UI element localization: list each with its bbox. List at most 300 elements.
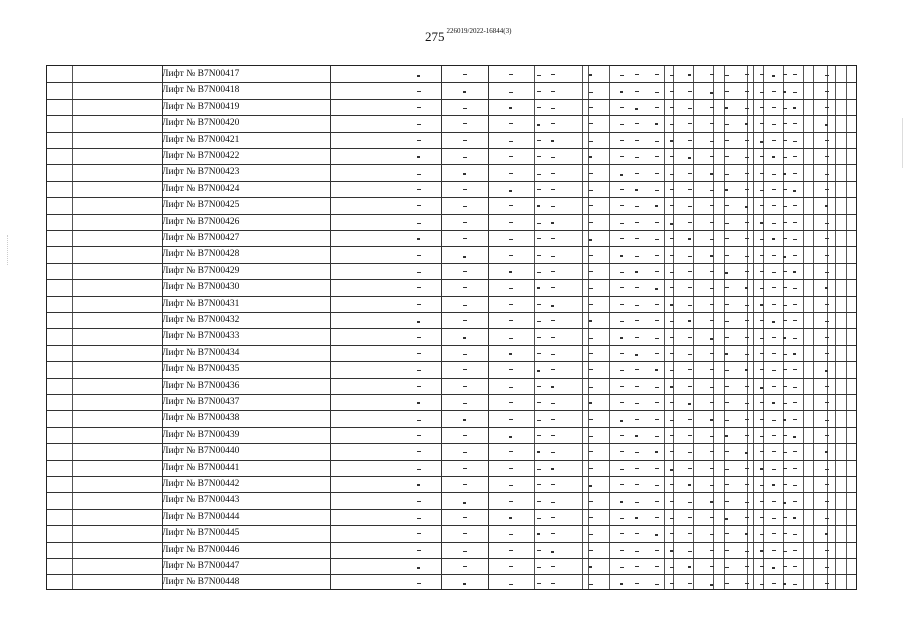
table-row: [47, 164, 858, 180]
table-row: [47, 443, 858, 459]
empty-cell-mark: [783, 484, 787, 485]
empty-cell-mark: [783, 369, 787, 370]
empty-cell-mark: [793, 320, 797, 321]
empty-cell-mark: [793, 338, 797, 339]
empty-cell-mark: [825, 272, 829, 273]
empty-cell-mark: [793, 123, 797, 124]
empty-cell-mark: [745, 419, 749, 420]
empty-cell-mark: [793, 271, 796, 273]
empty-cell-mark: [760, 451, 764, 452]
empty-cell-mark: [509, 288, 513, 289]
empty-cell-mark: [793, 387, 797, 388]
empty-cell-mark: [589, 304, 593, 305]
empty-cell-mark: [825, 484, 829, 485]
empty-cell-mark: [589, 566, 592, 568]
empty-cell-mark: [688, 484, 691, 486]
empty-cell-mark: [670, 420, 674, 421]
empty-cell-mark: [551, 140, 554, 142]
empty-cell-mark: [825, 435, 829, 436]
empty-cell-mark: [710, 107, 714, 108]
empty-cell-mark: [725, 174, 729, 175]
empty-cell-mark: [725, 533, 729, 534]
empty-cell-mark: [772, 75, 775, 77]
empty-cell-mark: [745, 157, 749, 158]
empty-cell-mark: [551, 173, 555, 174]
empty-cell-mark: [793, 107, 796, 109]
table-row: [47, 181, 858, 197]
empty-cell-mark: [589, 320, 592, 322]
empty-cell-mark: [688, 369, 692, 370]
empty-cell-mark: [793, 222, 797, 223]
empty-cell-mark: [463, 222, 467, 223]
empty-cell-mark: [793, 173, 797, 174]
empty-cell-mark: [620, 238, 624, 239]
empty-cell-mark: [417, 189, 421, 190]
empty-cell-mark: [688, 403, 691, 405]
empty-cell-mark: [825, 189, 829, 190]
empty-cell-mark: [655, 517, 659, 518]
elevator-label: Лифт № В7N00446: [162, 544, 240, 555]
empty-cell-mark: [745, 238, 749, 239]
empty-cell-mark: [655, 485, 659, 486]
table-row: [47, 558, 858, 574]
empty-cell-mark: [710, 584, 713, 586]
empty-cell-mark: [670, 583, 674, 584]
empty-cell-mark: [793, 534, 797, 535]
table-row: [47, 476, 858, 492]
empty-cell-mark: [793, 369, 797, 370]
elevator-label: Лифт № В7N00421: [162, 134, 240, 145]
empty-cell-mark: [760, 288, 764, 289]
empty-cell-mark: [635, 173, 639, 174]
empty-cell-mark: [417, 174, 421, 175]
empty-cell-mark: [620, 518, 624, 519]
empty-cell-mark: [635, 369, 639, 370]
empty-cell-mark: [710, 485, 714, 486]
empty-cell-mark: [783, 502, 786, 504]
empty-cell-mark: [589, 239, 592, 241]
empty-cell-mark: [670, 518, 674, 519]
empty-cell-mark: [655, 550, 659, 551]
empty-cell-mark: [417, 124, 421, 125]
empty-cell-mark: [825, 501, 829, 502]
empty-cell-mark: [509, 74, 513, 75]
empty-cell-mark: [710, 255, 713, 257]
empty-cell-mark: [537, 189, 541, 190]
table-row: [47, 66, 858, 82]
empty-cell-mark: [745, 502, 749, 503]
empty-cell-mark: [793, 566, 797, 567]
elevator-label: Лифт № В7N00432: [162, 315, 240, 325]
empty-cell-mark: [760, 369, 764, 370]
empty-cell-mark: [783, 222, 787, 223]
empty-cell-mark: [725, 501, 729, 502]
empty-cell-mark: [688, 337, 692, 338]
empty-cell-mark: [620, 550, 624, 551]
empty-cell-mark: [793, 485, 797, 486]
empty-cell-mark: [537, 91, 541, 92]
empty-cell-mark: [760, 304, 763, 306]
empty-cell-mark: [725, 107, 728, 109]
empty-cell-mark: [655, 74, 659, 75]
table-row: [47, 197, 858, 213]
empty-cell-mark: [551, 468, 554, 470]
empty-cell-mark: [417, 451, 421, 452]
empty-cell-mark: [670, 156, 674, 157]
empty-cell-mark: [589, 353, 593, 354]
elevator-label: Лифт № В7N00427: [162, 233, 240, 243]
empty-cell-mark: [463, 583, 466, 585]
empty-cell-mark: [783, 435, 787, 436]
empty-cell-mark: [772, 353, 776, 354]
empty-cell-mark: [793, 304, 797, 305]
empty-cell-mark: [655, 584, 659, 585]
empty-cell-mark: [760, 353, 764, 354]
empty-cell-mark: [635, 403, 639, 404]
empty-cell-mark: [825, 533, 828, 535]
empty-cell-mark: [688, 123, 692, 124]
empty-cell-mark: [551, 435, 555, 436]
table-row: [47, 525, 858, 541]
empty-cell-mark: [551, 108, 555, 109]
empty-cell-mark: [688, 419, 692, 420]
empty-cell-mark: [417, 484, 420, 486]
empty-cell-mark: [760, 468, 763, 470]
empty-cell-mark: [725, 567, 729, 568]
empty-cell-mark: [783, 123, 787, 124]
empty-cell-mark: [635, 222, 639, 223]
empty-cell-mark: [509, 123, 513, 124]
empty-cell-mark: [589, 451, 593, 452]
empty-cell-mark: [463, 108, 467, 109]
empty-cell-mark: [589, 190, 593, 191]
empty-cell-mark: [551, 484, 555, 485]
empty-cell-mark: [783, 91, 786, 93]
empty-cell-mark: [783, 305, 787, 306]
empty-cell-mark: [620, 402, 624, 403]
table-row: [47, 99, 858, 115]
empty-cell-mark: [463, 173, 466, 175]
empty-cell-mark: [635, 583, 639, 584]
empty-cell-mark: [745, 386, 749, 387]
empty-cell-mark: [825, 238, 829, 239]
table-row: [47, 214, 858, 230]
empty-cell-mark: [463, 435, 467, 436]
elevator-label: Лифт № В7N00445: [162, 528, 240, 539]
empty-cell-mark: [745, 484, 749, 485]
empty-cell-mark: [793, 190, 796, 192]
empty-cell-mark: [760, 550, 763, 552]
empty-cell-mark: [655, 205, 658, 207]
empty-cell-mark: [670, 205, 674, 206]
empty-cell-mark: [772, 272, 776, 273]
empty-cell-mark: [688, 74, 691, 76]
empty-cell-mark: [688, 238, 691, 240]
empty-cell-mark: [417, 435, 421, 436]
empty-cell-mark: [688, 551, 692, 552]
empty-cell-mark: [725, 189, 728, 191]
empty-cell-mark: [745, 320, 749, 321]
empty-cell-mark: [670, 304, 673, 306]
empty-cell-mark: [710, 419, 713, 421]
empty-cell-mark: [509, 141, 513, 142]
empty-cell-mark: [417, 321, 420, 323]
empty-cell-mark: [537, 370, 540, 372]
empty-cell-mark: [417, 238, 420, 240]
empty-cell-mark: [463, 271, 467, 272]
empty-cell-mark: [463, 533, 467, 534]
empty-cell-mark: [589, 156, 592, 158]
page-number: 275: [425, 29, 445, 44]
elevator-label: Лифт № В7N00433: [162, 331, 240, 342]
empty-cell-mark: [635, 256, 639, 257]
empty-cell-mark: [509, 156, 513, 157]
table-row: [47, 542, 858, 558]
empty-cell-mark: [760, 255, 764, 256]
empty-cell-mark: [670, 469, 673, 471]
empty-cell-mark: [710, 288, 714, 289]
empty-cell-mark: [670, 189, 674, 190]
empty-cell-mark: [417, 550, 421, 551]
empty-cell-mark: [760, 107, 764, 108]
empty-cell-mark: [760, 320, 764, 321]
scan-artifact: [7, 235, 9, 265]
empty-cell-mark: [620, 205, 624, 206]
empty-cell-mark: [463, 502, 466, 504]
empty-cell-mark: [825, 223, 829, 224]
empty-cell-mark: [537, 518, 541, 519]
empty-cell-mark: [589, 369, 593, 370]
empty-cell-mark: [688, 108, 692, 109]
empty-cell-mark: [793, 501, 797, 502]
empty-cell-mark: [710, 304, 714, 305]
empty-cell-mark: [745, 123, 748, 125]
empty-cell-mark: [760, 141, 763, 143]
empty-cell-mark: [725, 353, 728, 355]
empty-cell-mark: [772, 107, 776, 108]
empty-cell-mark: [509, 304, 513, 305]
empty-cell-mark: [655, 141, 659, 142]
empty-cell-mark: [688, 435, 692, 436]
empty-cell-mark: [620, 91, 623, 93]
empty-cell-mark: [551, 337, 555, 338]
empty-cell-mark: [783, 452, 787, 453]
empty-cell-mark: [509, 239, 513, 240]
empty-cell-mark: [589, 419, 593, 420]
empty-cell-mark: [537, 337, 541, 338]
empty-cell-mark: [783, 238, 787, 239]
empty-cell-mark: [760, 517, 764, 518]
empty-cell-mark: [620, 124, 624, 125]
empty-cell-mark: [688, 222, 692, 223]
empty-cell-mark: [825, 420, 829, 421]
elevator-label: Лифт № В7N00418: [162, 85, 240, 96]
empty-cell-mark: [635, 157, 639, 158]
empty-cell-mark: [537, 238, 541, 239]
empty-cell-mark: [509, 205, 513, 206]
empty-cell-mark: [463, 206, 467, 207]
empty-cell-mark: [635, 468, 639, 469]
empty-cell-mark: [463, 305, 467, 306]
empty-cell-mark: [688, 287, 692, 288]
empty-cell-mark: [670, 435, 674, 436]
empty-cell-mark: [783, 337, 786, 339]
elevator-label: Лифт № В7N00429: [162, 265, 240, 276]
empty-cell-mark: [825, 353, 829, 354]
empty-cell-mark: [537, 124, 540, 126]
empty-cell-mark: [417, 518, 421, 519]
empty-cell-mark: [760, 239, 764, 240]
empty-cell-mark: [825, 304, 829, 305]
empty-cell-mark: [635, 189, 638, 191]
empty-cell-mark: [725, 583, 729, 584]
empty-cell-mark: [655, 451, 658, 453]
empty-cell-mark: [670, 75, 674, 76]
empty-cell-mark: [509, 485, 513, 486]
empty-cell-mark: [537, 304, 541, 305]
empty-cell-mark: [760, 123, 764, 124]
empty-cell-mark: [509, 501, 513, 502]
empty-cell-mark: [551, 271, 555, 272]
empty-cell-mark: [688, 502, 692, 503]
empty-cell-mark: [620, 353, 624, 354]
empty-cell-mark: [417, 205, 421, 206]
empty-cell-mark: [825, 583, 829, 584]
empty-cell-mark: [772, 189, 776, 190]
empty-cell-mark: [509, 255, 513, 256]
empty-cell-mark: [509, 517, 512, 519]
elevator-table: [46, 65, 857, 590]
empty-cell-mark: [620, 533, 624, 534]
empty-cell-mark: [635, 386, 639, 387]
empty-cell-mark: [620, 583, 623, 585]
empty-cell-mark: [760, 566, 764, 567]
empty-cell-mark: [688, 386, 692, 387]
empty-cell-mark: [745, 222, 749, 223]
elevator-label: Лифт № В7N00423: [162, 167, 240, 178]
empty-cell-mark: [537, 156, 541, 157]
empty-cell-mark: [772, 484, 775, 486]
empty-cell-mark: [688, 533, 692, 534]
empty-cell-mark: [537, 420, 541, 421]
empty-cell-mark: [783, 419, 786, 421]
empty-cell-mark: [793, 141, 797, 142]
empty-cell-mark: [670, 321, 674, 322]
empty-cell-mark: [710, 436, 714, 437]
table-row: [47, 378, 858, 394]
empty-cell-mark: [825, 156, 829, 157]
empty-cell-mark: [635, 238, 639, 239]
empty-cell-mark: [783, 173, 786, 175]
empty-cell-mark: [537, 402, 541, 403]
empty-cell-mark: [670, 287, 674, 288]
empty-cell-mark: [417, 337, 421, 338]
empty-cell-mark: [688, 256, 692, 257]
empty-cell-mark: [745, 91, 749, 92]
empty-cell-mark: [670, 533, 674, 534]
empty-cell-mark: [417, 386, 421, 387]
empty-cell-mark: [463, 157, 467, 158]
empty-cell-mark: [725, 550, 729, 551]
empty-cell-mark: [710, 468, 714, 469]
empty-cell-mark: [509, 534, 513, 535]
empty-cell-mark: [463, 386, 467, 387]
empty-cell-mark: [551, 123, 555, 124]
empty-cell-mark: [551, 354, 555, 355]
empty-cell-mark: [620, 174, 623, 176]
empty-cell-mark: [537, 75, 541, 76]
empty-cell-mark: [655, 156, 659, 157]
table-row: [47, 263, 858, 279]
empty-cell-mark: [551, 533, 555, 534]
empty-cell-mark: [670, 370, 674, 371]
empty-cell-mark: [825, 124, 828, 126]
table-row: [47, 115, 858, 131]
empty-cell-mark: [793, 205, 797, 206]
elevator-label: Лифт № В7N00434: [162, 347, 240, 358]
empty-cell-mark: [760, 74, 764, 75]
empty-cell-mark: [655, 288, 658, 290]
elevator-label: Лифт № В7N00420: [162, 118, 240, 129]
empty-cell-mark: [537, 223, 541, 224]
empty-cell-mark: [635, 551, 639, 552]
empty-cell-mark: [783, 256, 786, 258]
empty-cell-mark: [620, 272, 624, 273]
elevator-label: Лифт № В7N00443: [162, 495, 240, 506]
empty-cell-mark: [635, 206, 639, 207]
empty-cell-mark: [417, 75, 420, 77]
empty-cell-mark: [760, 271, 764, 272]
empty-cell-mark: [760, 173, 764, 174]
empty-cell-mark: [620, 386, 624, 387]
empty-cell-mark: [725, 91, 729, 92]
empty-cell-mark: [688, 583, 692, 584]
empty-cell-mark: [793, 255, 797, 256]
empty-cell-mark: [793, 156, 797, 157]
empty-cell-mark: [417, 272, 421, 273]
empty-cell-mark: [417, 156, 420, 158]
empty-cell-mark: [417, 501, 421, 502]
empty-cell-mark: [655, 190, 659, 191]
empty-cell-mark: [537, 567, 541, 568]
empty-cell-mark: [551, 91, 555, 92]
empty-cell-mark: [655, 369, 658, 371]
empty-cell-mark: [745, 533, 748, 535]
empty-cell-mark: [589, 222, 593, 223]
table-row: [47, 312, 858, 328]
empty-cell-mark: [745, 256, 749, 257]
document-reference: 226019/2022-16844(3): [446, 27, 512, 35]
empty-cell-mark: [655, 173, 659, 174]
empty-cell-mark: [710, 501, 713, 503]
empty-cell-mark: [551, 583, 555, 584]
empty-cell-mark: [760, 402, 764, 403]
empty-cell-mark: [417, 583, 421, 584]
empty-cell-mark: [725, 287, 729, 288]
empty-cell-mark: [463, 337, 466, 339]
empty-cell-mark: [537, 140, 541, 141]
empty-cell-mark: [655, 353, 659, 354]
empty-cell-mark: [772, 238, 775, 240]
empty-cell-mark: [745, 435, 749, 436]
empty-cell-mark: [417, 107, 421, 108]
empty-cell-mark: [417, 140, 421, 141]
empty-cell-mark: [589, 402, 592, 404]
empty-cell-mark: [710, 369, 714, 370]
empty-cell-mark: [710, 222, 714, 223]
empty-cell-mark: [620, 255, 623, 257]
table-row: [47, 82, 858, 98]
